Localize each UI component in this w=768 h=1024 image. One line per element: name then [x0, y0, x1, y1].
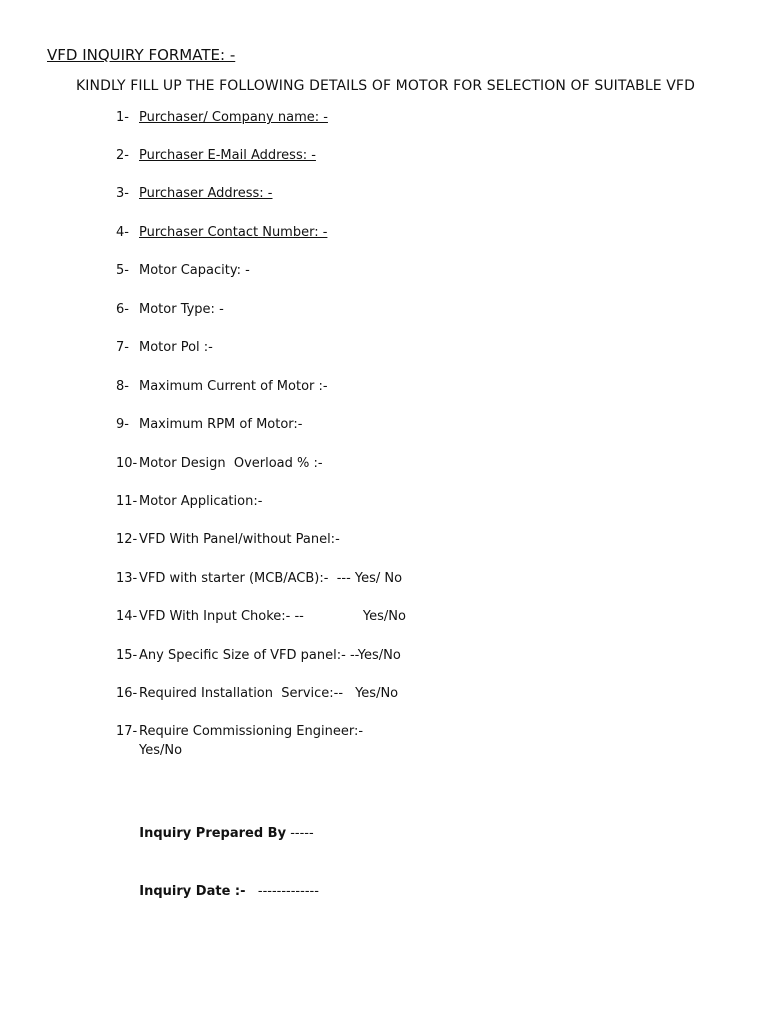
field-company-name[interactable] — [116, 110, 328, 125]
item-label: Purchaser E-Mail Address: - — [139, 148, 316, 163]
field-design-overload[interactable] — [116, 456, 323, 471]
item-label: Maximum Current of Motor :- — [139, 379, 328, 394]
item-label: VFD With Input Choke:- -- — [139, 609, 304, 624]
item-label: Any Specific Size of VFD panel:- -- — [139, 648, 358, 663]
field-contact-number[interactable] — [116, 225, 327, 240]
item-label: Required Installation Service:-- — [139, 686, 344, 701]
field-vfd-panel[interactable] — [116, 532, 340, 547]
item-number: 13- — [116, 571, 138, 586]
field-vfd-starter[interactable] — [116, 571, 402, 586]
prepared-by-label: Inquiry Prepared By — [139, 826, 287, 841]
field-email-address[interactable] — [116, 148, 316, 163]
inquiry-date-label: Inquiry Date :- — [139, 884, 246, 899]
item-number: 17- — [116, 724, 138, 739]
field-address[interactable] — [116, 186, 273, 201]
yes-no-option[interactable]: Yes/ No — [354, 571, 403, 586]
field-motor-type[interactable] — [116, 302, 224, 317]
item-label: Purchaser Address: - — [139, 186, 273, 201]
yes-no-option[interactable]: Yes/No — [139, 743, 183, 758]
item-label: Maximum RPM of Motor:- — [139, 417, 303, 432]
item-number: 8- — [116, 379, 129, 394]
prepared-by-value: ----- — [290, 826, 314, 841]
item-number: 11- — [116, 494, 138, 509]
item-number: 10- — [116, 456, 138, 471]
item-number: 7- — [116, 340, 129, 355]
item-label: Motor Application:- — [139, 494, 263, 509]
item-label: Purchaser Contact Number: - — [139, 225, 328, 240]
item-label: VFD With Panel/without Panel:- — [139, 532, 340, 547]
field-panel-size[interactable] — [116, 648, 401, 663]
field-motor-pol[interactable] — [116, 340, 213, 355]
form-instructions: KINDLY FILL UP THE FOLLOWING DETAILS OF MOTOR FOR SELECTION OF SUITABLE VFD — [76, 78, 695, 94]
item-number: 2- — [116, 148, 129, 163]
field-commissioning-engineer[interactable] — [116, 724, 363, 739]
item-number: 6- — [116, 302, 129, 317]
field-motor-capacity[interactable] — [116, 263, 250, 278]
yes-no-option[interactable]: Yes/No — [355, 686, 399, 701]
field-max-current[interactable] — [116, 379, 328, 394]
field-installation-service[interactable] — [116, 686, 398, 701]
item-number: 1- — [116, 110, 129, 125]
item-number: 4- — [116, 225, 129, 240]
item-label: Purchaser/ Company name: - — [139, 110, 328, 125]
item-label: Motor Pol :- — [139, 340, 213, 355]
item-label: Require Commissioning Engineer:- — [139, 724, 364, 739]
item-label: VFD with starter (MCB/ACB):- --- — [139, 571, 355, 586]
item-number: 14- — [116, 609, 138, 624]
item-number: 5- — [116, 263, 129, 278]
yes-no-option[interactable]: Yes/No — [362, 609, 406, 624]
item-number: 9- — [116, 417, 129, 432]
prepared-by-line[interactable] — [131, 811, 314, 841]
field-motor-application[interactable] — [116, 494, 262, 509]
item-label: Motor Type: - — [139, 302, 224, 317]
field-max-rpm[interactable] — [116, 417, 302, 432]
field-input-choke[interactable] — [116, 609, 406, 624]
item-label: Motor Design Overload % :- — [139, 456, 323, 471]
form-title: VFD INQUIRY FORMATE: - — [47, 46, 236, 64]
item-number: 12- — [116, 532, 138, 547]
item-label: Motor Capacity: - — [139, 263, 250, 278]
inquiry-date-line[interactable] — [131, 869, 319, 899]
inquiry-date-value: ------------- — [257, 884, 319, 899]
yes-no-option[interactable]: Yes/No — [357, 648, 401, 663]
item-number: 3- — [116, 186, 129, 201]
item-number: 16- — [116, 686, 138, 701]
item-number: 15- — [116, 648, 138, 663]
